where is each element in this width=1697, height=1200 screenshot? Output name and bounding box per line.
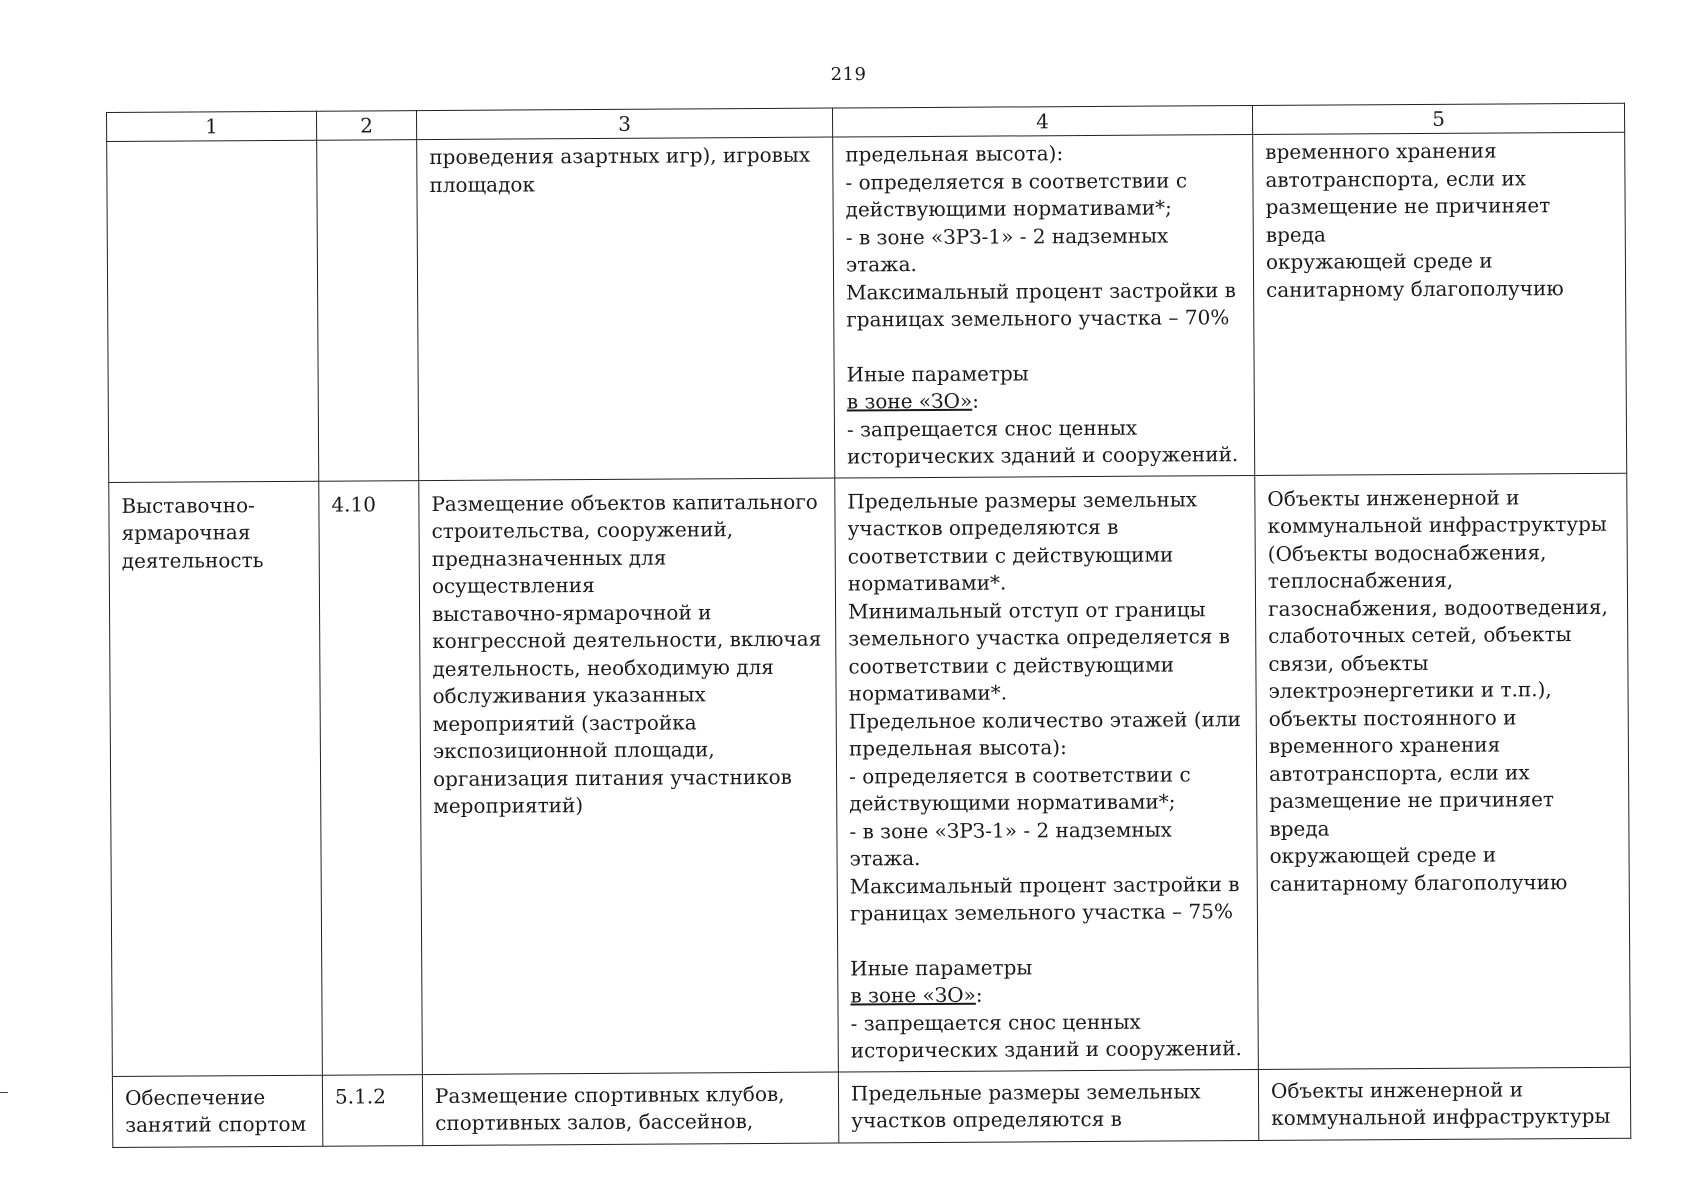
text-line: Предельные размеры земельных bbox=[847, 486, 1198, 513]
text-line: ярмарочная bbox=[121, 520, 251, 545]
other-parameters-title: Иные параметры bbox=[850, 954, 1033, 980]
text-line: автотранспорта, если их bbox=[1265, 165, 1527, 192]
text-line: Максимальный процент застройки в bbox=[849, 871, 1240, 898]
zone-suffix: : bbox=[975, 982, 983, 1007]
text-line: (Объекты водоснабжения, bbox=[1267, 539, 1547, 566]
text-line: площадок bbox=[429, 171, 535, 197]
parameters-cell bbox=[833, 134, 1255, 477]
text-line: нормативами*. bbox=[848, 680, 1008, 706]
text-line: - определяется в соответствии с bbox=[845, 167, 1188, 194]
text-line: предельная высота): bbox=[845, 141, 1064, 167]
text-line: санитарному благополучию bbox=[1269, 869, 1568, 896]
text-line: объекты постоянного и bbox=[1268, 704, 1517, 731]
table-row bbox=[112, 1067, 1630, 1147]
text-line: - в зоне «ЗРЗ-1» - 2 надземных этажа. bbox=[845, 222, 1175, 277]
use-code-cell: 4.10 bbox=[319, 480, 423, 1075]
text-line: теплоснабжения, bbox=[1267, 567, 1454, 593]
text-line: конгрессной деятельности, включая bbox=[432, 626, 822, 654]
text-line: занятий спортом bbox=[125, 1111, 307, 1137]
table-row bbox=[107, 132, 1627, 482]
text-line: границах земельного участка – 75% bbox=[849, 899, 1234, 926]
text-line: газоснабжения, водоотведения, bbox=[1267, 594, 1608, 621]
table-row bbox=[109, 473, 1631, 1076]
use-type-name-cell bbox=[109, 481, 323, 1076]
paragraph-gap bbox=[846, 332, 1241, 361]
use-code-cell: 5.1.2 bbox=[322, 1074, 422, 1146]
column-number-1: 1 bbox=[107, 111, 317, 141]
text-line: санитарному благополучию bbox=[1266, 275, 1564, 302]
use-description-cell bbox=[419, 478, 839, 1075]
zone-suffix: : bbox=[972, 388, 980, 413]
text-line: земельного участка определяется в bbox=[848, 624, 1231, 651]
text-line: Объекты инженерной и bbox=[1270, 1076, 1524, 1103]
text-line: экспозиционной площади, bbox=[432, 737, 715, 764]
zone-label: в зоне «ЗО» bbox=[850, 982, 976, 1008]
text-line: слаботочных сетей, объекты bbox=[1268, 622, 1572, 648]
text-line: предельная высота): bbox=[848, 735, 1067, 761]
text-line: размещение не причиняет вреда bbox=[1265, 193, 1557, 247]
text-line: Предельное количество этажей (или bbox=[848, 706, 1242, 733]
margin-mark bbox=[0, 1092, 8, 1093]
text-line: исторических зданий и сооружений. bbox=[847, 442, 1239, 469]
text-line: Выставочно- bbox=[121, 492, 255, 518]
column-number-5: 5 bbox=[1252, 103, 1624, 134]
text-line: электроэнергетики и т.п.), bbox=[1268, 677, 1552, 703]
parameters-cell bbox=[835, 475, 1259, 1072]
text-line: нормативами*. bbox=[847, 570, 1007, 596]
text-line: строительства, сооружений, bbox=[431, 517, 734, 544]
column-number-4: 4 bbox=[832, 105, 1252, 137]
text-line: мероприятий (застройка bbox=[432, 709, 697, 736]
text-line: организация питания участников bbox=[433, 764, 792, 791]
zone-line bbox=[847, 386, 1242, 416]
zone-label: в зоне «ЗО» bbox=[846, 388, 973, 414]
text-line: Минимальный отступ от границы bbox=[847, 596, 1206, 623]
use-type-name-cell bbox=[112, 1075, 322, 1147]
text-line: коммунальной инфраструктуры bbox=[1267, 511, 1607, 538]
text-line: размещение не причиняет вреда bbox=[1269, 787, 1561, 841]
use-description-cell bbox=[422, 1072, 838, 1146]
text-line: обслуживания указанных bbox=[432, 682, 706, 709]
other-parameters-title: Иные параметры bbox=[846, 360, 1029, 386]
column-number-3: 3 bbox=[416, 108, 832, 140]
text-line: Объекты инженерной и bbox=[1267, 484, 1520, 511]
zone-line bbox=[850, 980, 1245, 1010]
text-line: окружающей среде и bbox=[1269, 842, 1497, 868]
text-line: Размещение объектов капитального bbox=[431, 489, 818, 516]
text-line: мероприятий) bbox=[433, 793, 584, 819]
text-line: исторических зданий и сооружений. bbox=[850, 1036, 1242, 1063]
text-line: деятельность bbox=[121, 547, 264, 573]
text-line: соответствии с действующими bbox=[848, 651, 1175, 678]
text-line: - запрещается снос ценных bbox=[850, 1009, 1141, 1035]
text-line: Максимальный процент застройки в bbox=[846, 277, 1236, 304]
auxiliary-uses-cell bbox=[1253, 132, 1627, 475]
text-line: участков определяются в bbox=[851, 1106, 1122, 1133]
text-line: спортивных залов, бассейнов, bbox=[435, 1109, 754, 1136]
text-line: - определяется в соответствии с bbox=[848, 761, 1191, 788]
text-line: - в зоне «ЗРЗ-1» - 2 надземных этажа. bbox=[849, 816, 1179, 871]
zoning-table bbox=[106, 103, 1631, 1148]
text-line: Предельные размеры земельных bbox=[850, 1078, 1201, 1105]
text-line: выставочно-ярмарочной и bbox=[431, 599, 712, 626]
parameters-cell bbox=[838, 1069, 1258, 1143]
auxiliary-uses-cell bbox=[1255, 473, 1631, 1069]
text-line: проведения азартных игр), игровых bbox=[429, 142, 811, 170]
text-line: действующими нормативами*; bbox=[845, 195, 1172, 222]
text-line: Размещение спортивных клубов, bbox=[434, 1081, 785, 1108]
text-line: действующими нормативами*; bbox=[849, 789, 1176, 816]
text-line: окружающей среде и bbox=[1265, 248, 1493, 274]
use-code-cell bbox=[317, 140, 419, 481]
text-line: временного хранения bbox=[1265, 138, 1497, 164]
text-line: коммунальной инфраструктуры bbox=[1271, 1103, 1611, 1130]
text-line: деятельность, необходимую для bbox=[432, 654, 774, 681]
text-line: предназначенных для осуществления bbox=[431, 545, 673, 599]
text-line: автотранспорта, если их bbox=[1268, 759, 1530, 786]
paragraph-gap bbox=[850, 926, 1245, 955]
page-number: 219 bbox=[830, 64, 867, 85]
text-line: соответствии с действующими bbox=[847, 541, 1174, 568]
use-description-cell bbox=[417, 137, 835, 480]
text-line: Обеспечение bbox=[124, 1084, 266, 1110]
text-line: связи, объекты bbox=[1268, 650, 1429, 676]
column-number-2: 2 bbox=[316, 111, 416, 141]
auxiliary-uses-cell bbox=[1258, 1067, 1630, 1140]
text-line: временного хранения bbox=[1268, 732, 1501, 758]
text-line: участков определяются в bbox=[847, 514, 1119, 541]
use-type-name-cell bbox=[107, 140, 319, 482]
text-line: - запрещается снос ценных bbox=[846, 415, 1138, 441]
text-line: границах земельного участка – 70% bbox=[846, 305, 1230, 332]
